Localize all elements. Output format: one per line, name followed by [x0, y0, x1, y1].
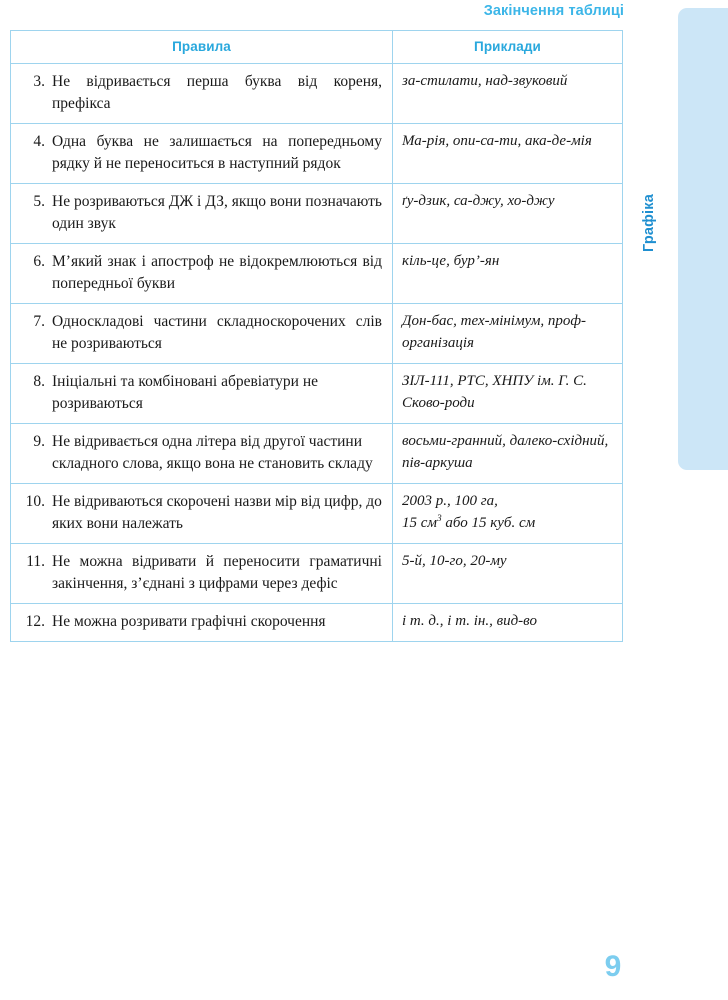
rule-number: 6.: [33, 253, 45, 270]
rule-cell: [11, 184, 393, 244]
table-row: [11, 484, 623, 544]
example-cell: і т. д., і т. ін., вид-во: [393, 604, 623, 642]
section-tab-label: Графіка: [641, 193, 657, 253]
table-head: [11, 31, 623, 64]
rule-text: Односкладові частини складноскорочених слів не розриваються: [52, 313, 382, 352]
example-cell: Дон-бас, тех-мінімум, проф-організація: [393, 304, 623, 364]
rule-number: 10.: [25, 493, 45, 510]
table-row: [11, 544, 623, 604]
table-row: [11, 124, 623, 184]
table-header-row: [11, 31, 623, 64]
example-cell: восьми-гранний, далеко-східний, пів-аркуша: [393, 424, 623, 484]
example-cell: 5-й, 10-го, 20-му: [393, 544, 623, 604]
example-cell: кіль-це, бур’-ян: [393, 244, 623, 304]
table-row: [11, 604, 623, 642]
rule-cell: [11, 484, 393, 544]
rule-cell: [11, 64, 393, 124]
rule-text: Не можна розривати графічні скорочення: [52, 613, 326, 630]
table-row: [11, 64, 623, 124]
rule-text: Не відривається одна літера від другої частини складного слова, якщо вона не становить складу: [52, 433, 373, 472]
rule-text: Не відривається перша буква від кореня, префікса: [52, 73, 382, 112]
example-cell: за-стилати, над-звуковий: [393, 64, 623, 124]
rule-number: 4.: [33, 133, 45, 150]
rule-cell: [11, 124, 393, 184]
rule-text: Не можна відривати й переносити граматичні закінчення, з’єднані з цифрами через дефіс: [52, 553, 382, 592]
rule-cell: [11, 424, 393, 484]
rule-text: М’який знак і апостроф не відокремлюються від попередньої букви: [52, 253, 382, 292]
superscript-three: 3: [436, 513, 442, 524]
hyphenation-rules-table: [10, 30, 623, 642]
table-row: [11, 364, 623, 424]
table-row: [11, 304, 623, 364]
rule-number: 5.: [33, 193, 45, 210]
running-head: Закінчення таблиці: [483, 3, 624, 19]
example-line-2: 15 $см^3$ або 15 куб. см: [402, 513, 536, 531]
rule-number: 7.: [33, 313, 45, 330]
column-header-examples: Приклади: [393, 31, 623, 64]
column-header-rules: Правила: [11, 31, 393, 64]
rule-cell: [11, 604, 393, 642]
rule-cell: [11, 364, 393, 424]
rule-number: 3.: [33, 73, 45, 90]
rule-text: Не відриваються скорочені назви мір від цифр, до яких вони належать: [52, 493, 382, 532]
section-tab: [678, 8, 728, 470]
rule-text: Ініціальні та комбіновані абревіатури не розриваються: [52, 373, 319, 412]
table-row: [11, 184, 623, 244]
example-cell: Ма-рія, опи-са-ти, ака-де-мія: [393, 124, 623, 184]
rule-cell: [11, 244, 393, 304]
rule-number: 9.: [33, 433, 45, 450]
rule-cell: [11, 544, 393, 604]
example-line-1: 2003 р., 100 га,: [402, 493, 498, 509]
rule-cell: [11, 304, 393, 364]
rule-number: 12.: [25, 613, 45, 630]
example-cell: ЗІЛ-111, РТС, ХНПУ ім. Г. С. Сково-роди: [393, 364, 623, 424]
table-body: [11, 64, 623, 642]
rules-table-container: [10, 30, 622, 642]
table-row: [11, 244, 623, 304]
table-row: [11, 424, 623, 484]
rule-number: 11.: [26, 553, 45, 570]
example-cell: ґу-дзик, са-джу, хо-джу: [393, 184, 623, 244]
page-number: 9: [604, 950, 622, 983]
rule-text: Одна буква не залишається на попередньому рядку й не переноситься в наступний рядок: [52, 133, 382, 172]
rule-number: 8.: [33, 373, 45, 390]
rule-text: Не розриваються ДЖ і ДЗ, якщо вони позначають один звук: [52, 193, 382, 232]
example-cell: [393, 484, 623, 544]
